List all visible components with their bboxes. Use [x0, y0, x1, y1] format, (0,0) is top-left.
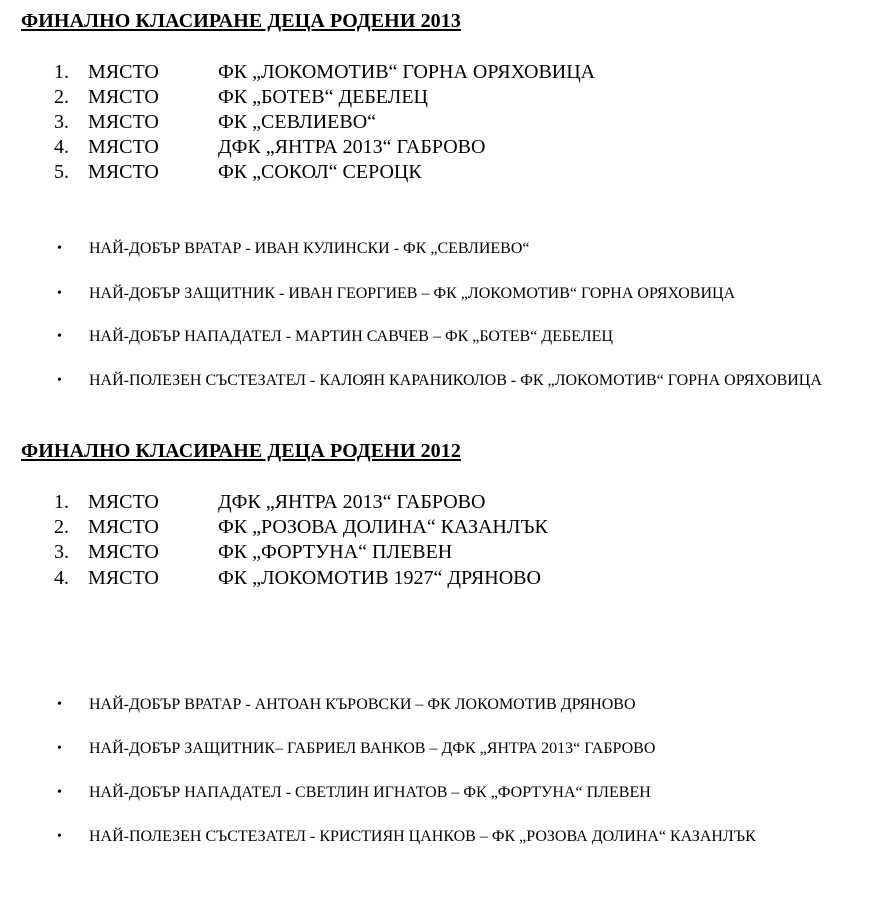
rank-label: МЯСТО [88, 61, 159, 83]
bullet-icon: • [57, 241, 62, 256]
award-text: НАЙ-ДОБЪР ЗАЩИТНИК - ИВАН ГЕОРГИЕВ – ФК „ЛОКОМОТИВ“ ГОРНА ОРЯХОВИЦА [89, 285, 736, 302]
ranking-row [0, 490, 884, 514]
rank-label: МЯСТО [88, 541, 159, 563]
ranking-row [0, 110, 884, 134]
rank-label: МЯСТО [88, 86, 159, 108]
award-text: НАЙ-ПОЛЕЗЕН СЪСТЕЗАТЕЛ - КАЛОЯН КАРАНИКОЛОВ - ФК „ЛОКОМОТИВ“ ГОРНА ОРЯХОВИЦА [89, 372, 822, 389]
rank-number: 1. [54, 61, 69, 83]
bullet-icon: • [57, 829, 62, 844]
rank-number: 2. [54, 86, 69, 108]
rank-number: 2. [54, 516, 69, 538]
ranking-row [0, 85, 884, 109]
section-title: ФИНАЛНО КЛАСИРАНЕ ДЕЦА РОДЕНИ 2012 [21, 440, 461, 462]
rank-label: МЯСТО [88, 491, 159, 513]
rank-number: 3. [54, 541, 69, 563]
rank-number: 5. [54, 161, 69, 183]
bullet-icon: • [57, 286, 62, 301]
ranking-row [0, 160, 884, 184]
ranking-row [0, 540, 884, 564]
award-text: НАЙ-ДОБЪР ЗАЩИТНИК– ГАБРИЕЛ ВАНКОВ – ДФК „ЯНТРА 2013“ ГАБРОВО [89, 740, 656, 757]
ranking-row [0, 515, 884, 539]
rank-label: МЯСТО [88, 567, 159, 589]
award-text: НАЙ-ДОБЪР НАПАДАТЕЛ - МАРТИН САВЧЕВ – ФК „БОТЕВ“ ДЕБЕЛЕЦ [89, 328, 613, 345]
bullet-icon: • [57, 785, 62, 800]
rank-number: 1. [54, 491, 69, 513]
rank-label: МЯСТО [88, 516, 159, 538]
rank-team: ФК „БОТЕВ“ ДЕБЕЛЕЦ [218, 86, 428, 108]
rank-label: МЯСТО [88, 136, 159, 158]
rank-number: 4. [54, 567, 69, 589]
ranking-row [0, 566, 884, 590]
rank-number: 4. [54, 136, 69, 158]
bullet-icon: • [57, 373, 62, 388]
bullet-icon: • [57, 697, 62, 712]
ranking-row [0, 60, 884, 84]
rank-team: ДФК „ЯНТРА 2013“ ГАБРОВО [218, 491, 486, 513]
section-title: ФИНАЛНО КЛАСИРАНЕ ДЕЦА РОДЕНИ 2013 [21, 10, 461, 32]
award-text: НАЙ-ДОБЪР НАПАДАТЕЛ - СВЕТЛИН ИГНАТОВ – ФК „ФОРТУНА“ ПЛЕВЕН [89, 784, 651, 801]
rank-team: ФК „СОКОЛ“ СЕРОЦК [218, 161, 422, 183]
rank-team: ФК „СЕВЛИЕВО“ [218, 111, 377, 133]
rank-team: ФК „ФОРТУНА“ ПЛЕВЕН [218, 541, 453, 563]
award-text: НАЙ-ДОБЪР ВРАТАР - ИВАН КУЛИНСКИ - ФК „СЕВЛИЕВО“ [89, 240, 530, 257]
rank-label: МЯСТО [88, 161, 159, 183]
rank-label: МЯСТО [88, 111, 159, 133]
rank-team: ФК „ЛОКОМОТИВ 1927“ ДРЯНОВО [218, 567, 541, 589]
ranking-row [0, 135, 884, 159]
bullet-icon: • [57, 329, 62, 344]
rank-team: ДФК „ЯНТРА 2013“ ГАБРОВО [218, 136, 486, 158]
bullet-icon: • [57, 741, 62, 756]
rank-team: ФК „РОЗОВА ДОЛИНА“ КАЗАНЛЪК [218, 516, 548, 538]
award-text: НАЙ-ДОБЪР ВРАТАР - АНТОАН КЪРОВСКИ – ФК ЛОКОМОТИВ ДРЯНОВО [89, 696, 636, 713]
rank-team: ФК „ЛОКОМОТИВ“ ГОРНА ОРЯХОВИЦА [218, 61, 596, 83]
rank-number: 3. [54, 111, 69, 133]
award-text: НАЙ-ПОЛЕЗЕН СЪСТЕЗАТЕЛ - КРИСТИЯН ЦАНКОВ – ФК „РОЗОВА ДОЛИНА“ КАЗАНЛЪК [89, 828, 756, 845]
